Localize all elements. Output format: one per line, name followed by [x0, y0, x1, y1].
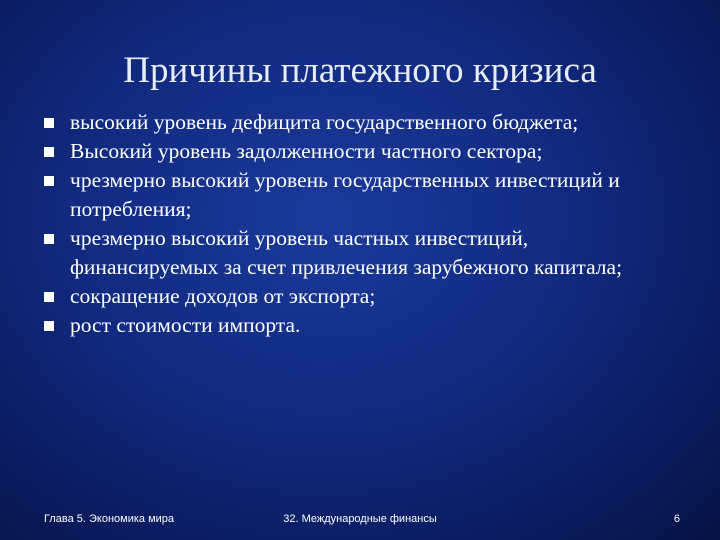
page-number: 6 [673, 513, 680, 525]
square-bullet-icon [44, 176, 54, 186]
bullet-item [44, 311, 664, 340]
bullet-text: высокий уровень дефицита государственного бюджета; [70, 110, 579, 134]
bullet-text: Высокий уровень задолженности частного сектора; [70, 139, 543, 163]
square-bullet-icon [44, 147, 54, 157]
bullet-item [44, 282, 664, 311]
square-bullet-icon [44, 292, 54, 302]
footer-section: 32. Международные финансы [283, 513, 437, 525]
footer-chapter: Глава 5. Экономика мира [44, 513, 175, 525]
bullet-item [44, 137, 664, 166]
bullet-item [44, 166, 664, 224]
bullet-item [44, 108, 664, 137]
square-bullet-icon [44, 234, 54, 244]
slide-title: Причины платежного кризиса [123, 49, 597, 91]
square-bullet-icon [44, 118, 54, 128]
bullet-text: сокращение доходов от экспорта; [70, 284, 376, 308]
bullet-item [44, 224, 664, 282]
bullet-text: чрезмерно высокий уровень государственных инвестиций и потребления; [70, 168, 620, 221]
bullet-text: рост стоимости импорта. [70, 313, 301, 337]
square-bullet-icon [44, 321, 54, 331]
bullet-text: чрезмерно высокий уровень частных инвестиций, финансируемых за счет привлечения зарубежного капитала; [70, 226, 623, 279]
bullet-list [44, 108, 664, 340]
